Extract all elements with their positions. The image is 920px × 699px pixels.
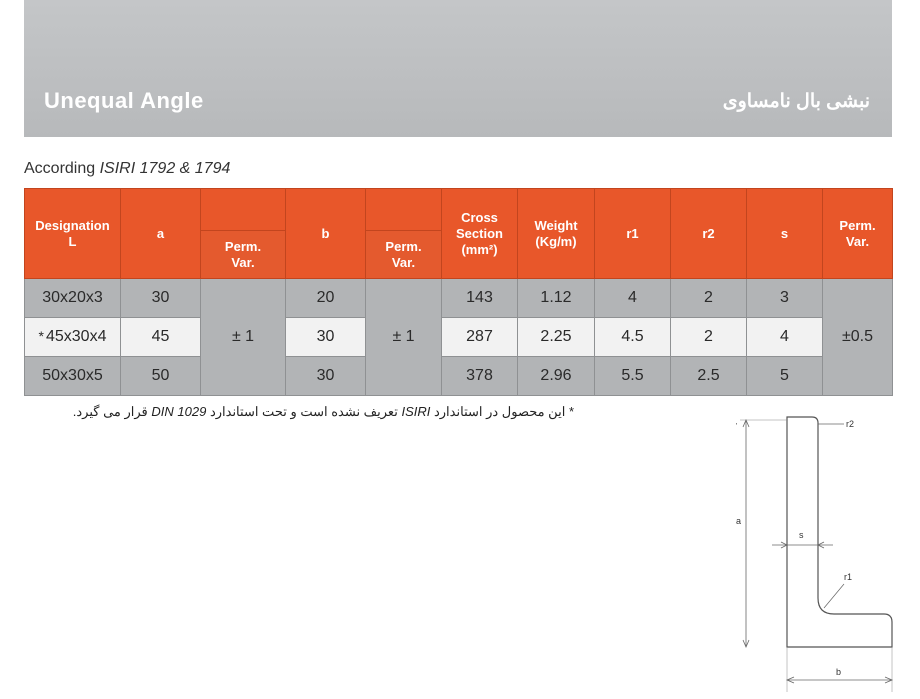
header-r1: r1 xyxy=(595,189,671,279)
label-a: a xyxy=(736,516,742,526)
cell-designation: * 45x30x4 xyxy=(25,318,121,357)
asterisk-marker: * xyxy=(38,328,44,344)
cell-a: 50 xyxy=(121,357,201,396)
cell-r1: 5.5 xyxy=(595,357,671,396)
cell-r2: 2.5 xyxy=(671,357,747,396)
header-weight: Weight (Kg/m) xyxy=(518,189,595,279)
header-s-perm: Perm. Var. xyxy=(823,189,893,279)
cell-r1: 4 xyxy=(595,279,671,318)
footnote-star: * xyxy=(568,404,574,419)
header-b-perm: Perm. Var. xyxy=(366,231,442,279)
according-label: According xyxy=(24,160,96,177)
footnote-din: DIN 1029 xyxy=(151,404,207,419)
title-english: Unequal Angle xyxy=(44,88,204,113)
header-a: a xyxy=(121,189,201,279)
table-row xyxy=(25,357,893,396)
cell-cross-section: 287 xyxy=(442,318,518,357)
cell-b: 30 xyxy=(286,318,366,357)
header-banner xyxy=(24,0,892,137)
label-s: s xyxy=(799,530,804,540)
cell-weight: 1.12 xyxy=(518,279,595,318)
header-b: b xyxy=(286,189,366,279)
leader-r1 xyxy=(824,584,844,608)
cell-a-perm: ± 1 xyxy=(201,279,286,396)
label-b: b xyxy=(836,667,842,677)
cell-designation: 50x30x5 xyxy=(25,357,121,396)
table-row xyxy=(25,318,893,357)
label-r1: r1 xyxy=(844,572,853,582)
cell-weight: 2.96 xyxy=(518,357,595,396)
header-a-perm-top xyxy=(201,189,286,231)
title-persian: نبشی بال نامساوی xyxy=(722,91,870,112)
cell-r1: 4.5 xyxy=(595,318,671,357)
cell-cross-section: 143 xyxy=(442,279,518,318)
cell-designation: 30x20x3 xyxy=(25,279,121,318)
table-row xyxy=(25,279,893,318)
angle-profile-diagram xyxy=(732,412,902,694)
cell-s-perm: ±0.5 xyxy=(823,279,893,396)
header-a-perm: Perm. Var. xyxy=(201,231,286,279)
header-s: s xyxy=(747,189,823,279)
footnote-isiri: ISIRI xyxy=(401,404,431,419)
cell-r2: 2 xyxy=(671,318,747,357)
header-b-perm-top xyxy=(366,189,442,231)
cell-s: 5 xyxy=(747,357,823,396)
header-designation: Designation L xyxy=(25,189,121,279)
cell-b: 30 xyxy=(286,357,366,396)
cell-r2: 2 xyxy=(671,279,747,318)
cell-s: 4 xyxy=(747,318,823,357)
standard-reference xyxy=(24,160,230,178)
cell-b-perm: ± 1 xyxy=(366,279,442,396)
header-r2: r2 xyxy=(671,189,747,279)
svg-text:': ' xyxy=(736,423,738,430)
cell-a: 30 xyxy=(121,279,201,318)
label-r2: r2 xyxy=(846,419,855,429)
cell-s: 3 xyxy=(747,279,823,318)
footnote: * این محصول در استاندارد ISIRI تعریف نشده است و تحت استاندارد DIN 1029 قرار می گیرد. xyxy=(72,404,574,419)
header-cross-section: Cross Section (mm²) xyxy=(442,189,518,279)
cell-weight: 2.25 xyxy=(518,318,595,357)
spec-table xyxy=(24,188,893,396)
cell-b: 20 xyxy=(286,279,366,318)
cell-cross-section: 378 xyxy=(442,357,518,396)
standard-name: ISIRI 1792 & 1794 xyxy=(99,160,231,177)
cell-a: 45 xyxy=(121,318,201,357)
